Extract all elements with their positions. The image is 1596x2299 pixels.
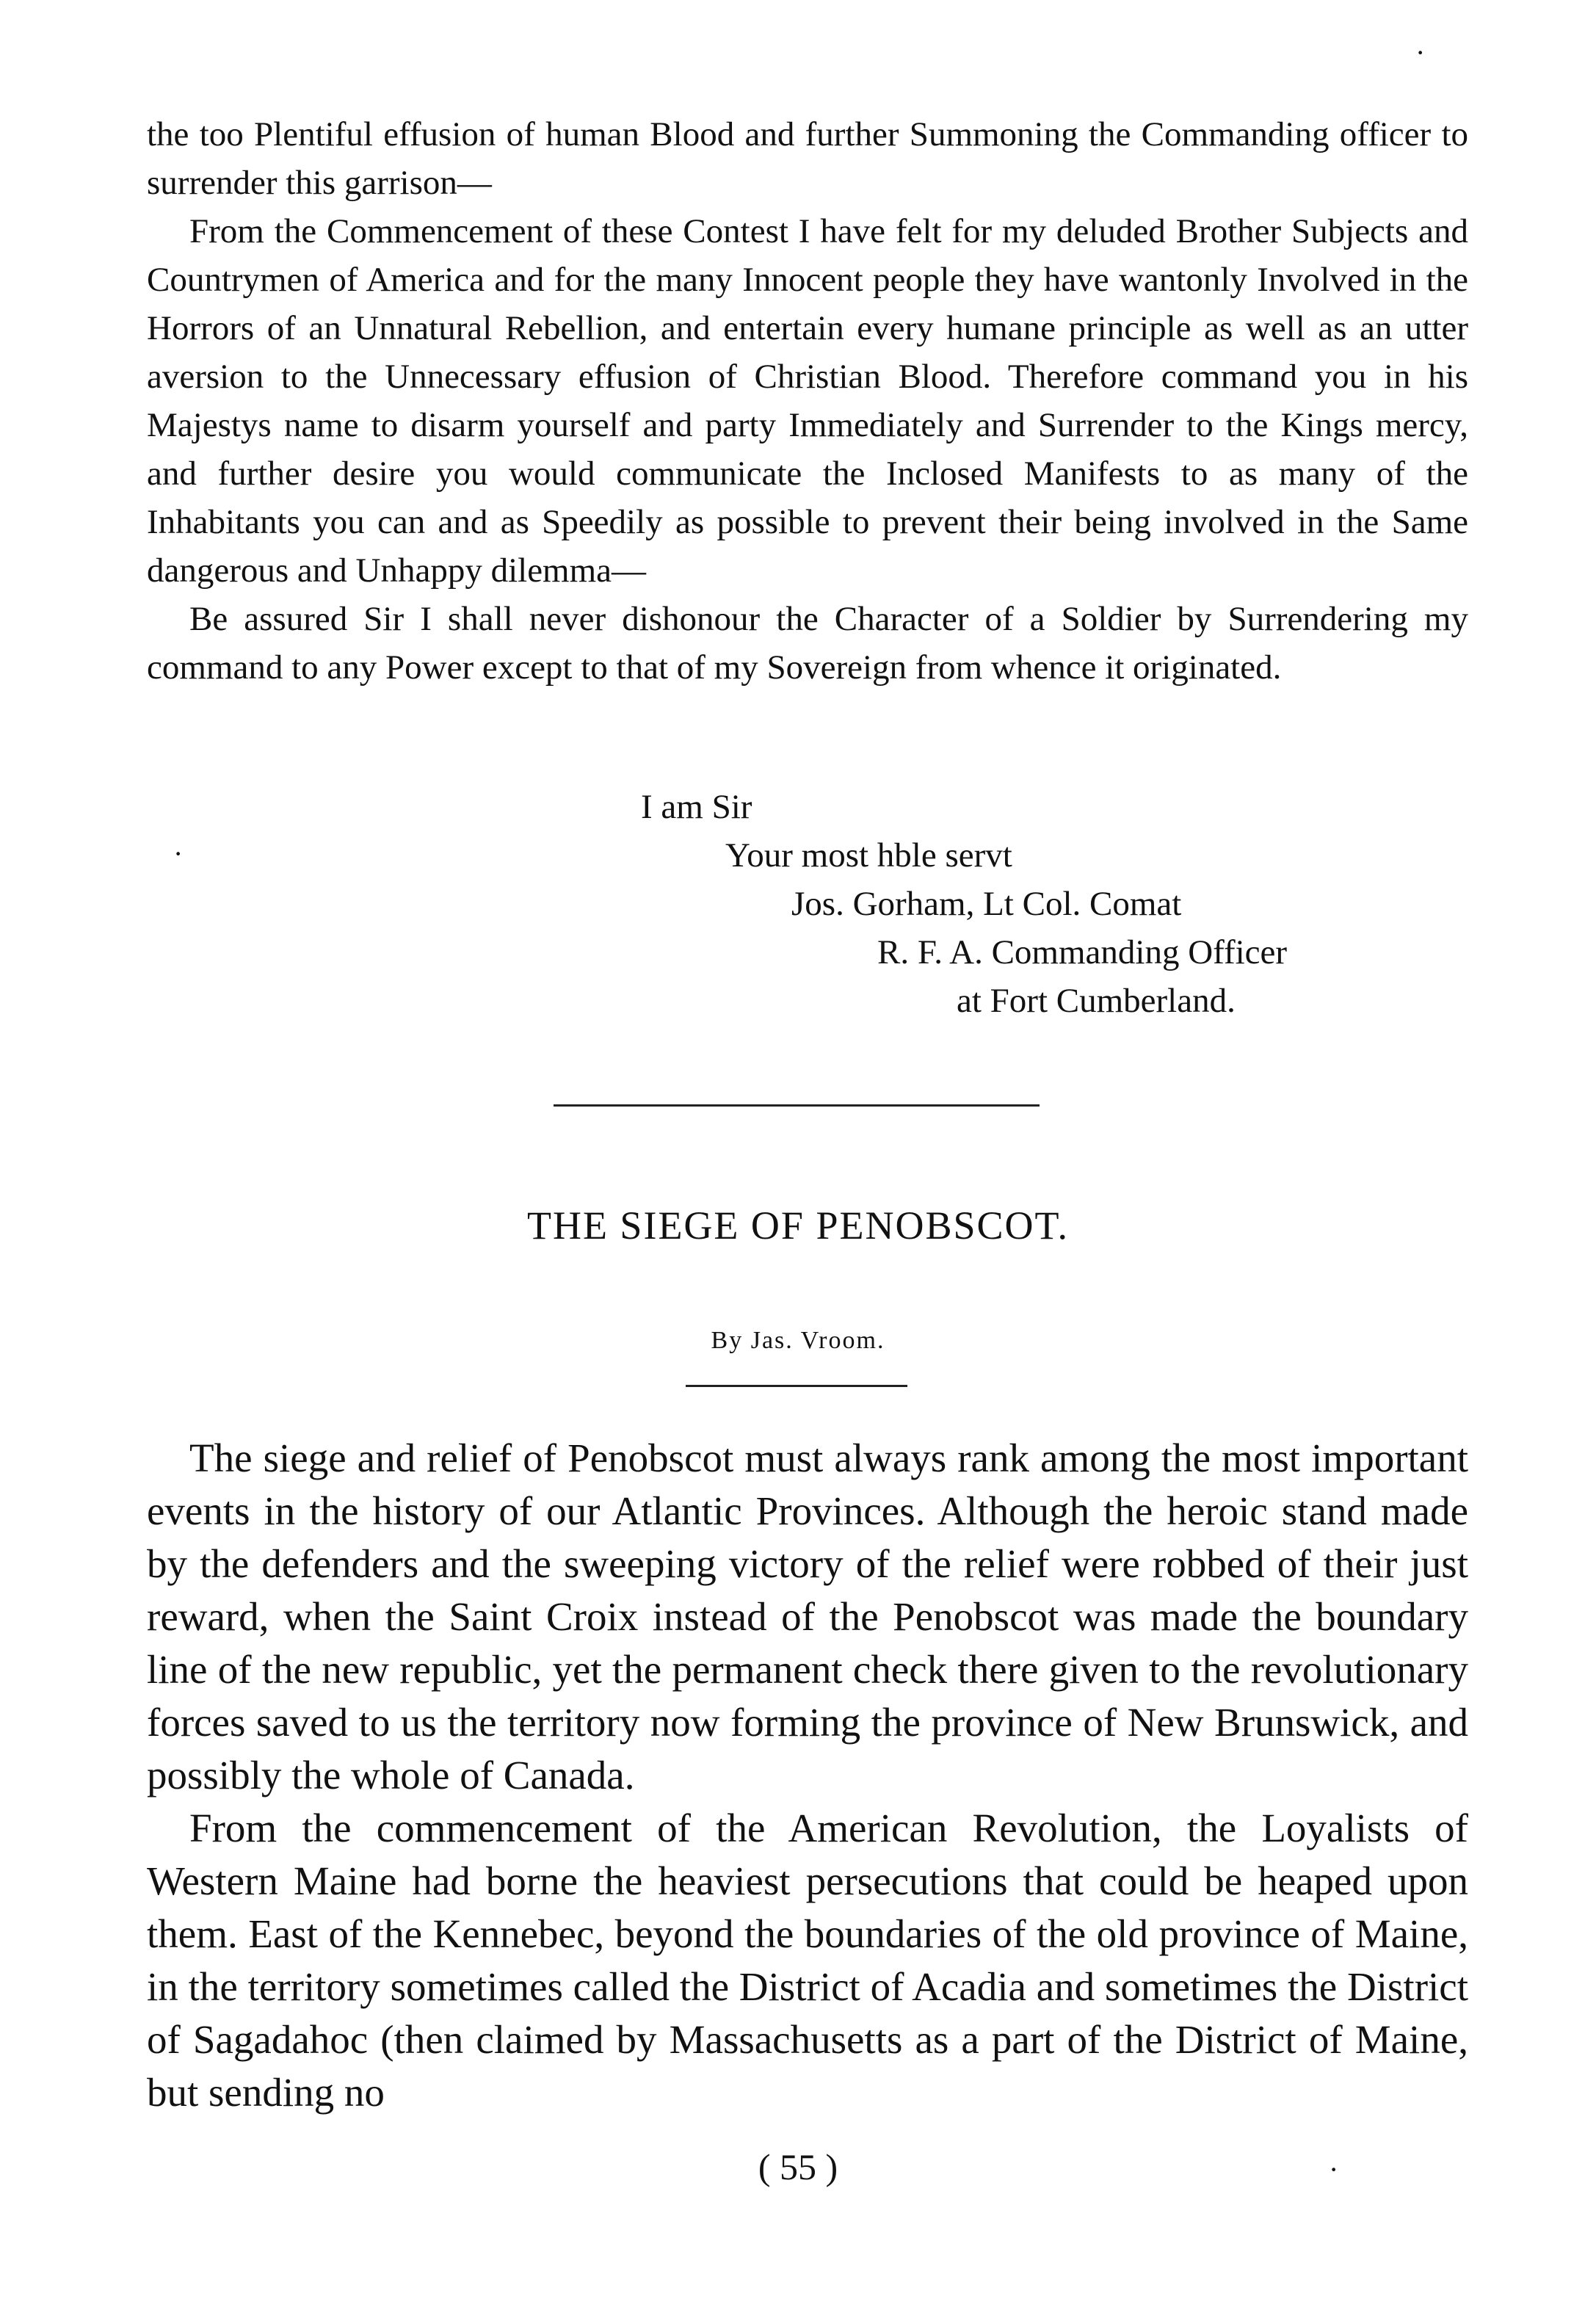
closing-signature: Jos. Gorham, Lt Col. Comat	[791, 885, 1182, 923]
byline-rule	[686, 1385, 907, 1387]
page-number: ( 55 )	[758, 2146, 838, 2187]
letter-paragraph: Be assured Sir I shall never dishonour the Character of a Soldier by Surrendering my command to any Power except to that of my Sovereign from whence it originated.	[147, 600, 1468, 687]
closing-servant: Your most hble servt	[725, 836, 1012, 875]
article-byline: By Jas. Vroom.	[711, 1327, 885, 1354]
article-paragraph: The siege and relief of Penobscot must always rank among the most important events in the history of our Atlantic Provinces. Although the heroic stand made by the defenders and the sweeping victory of the relief were robbed of their just reward, when the Saint Croix instead of the Penobscot was made the boundary line of the new republic, yet the permanent check there given to the revolutionary forces saved to us the territory now forming the province of New Brunswick, and possibly the whole of Canada.	[147, 1435, 1468, 1797]
article-title: THE SIEGE OF PENOBSCOT.	[526, 1203, 1070, 1248]
margin-speck: ·	[173, 837, 184, 870]
margin-speck: ·	[1329, 2153, 1339, 2186]
letter-paragraph: From the Commencement of these Contest I have felt for my deluded Brother Subjects and Countrymen of America and for the many Innocent people they have wantonly Involved in the Horrors of an Unnatural Rebellion, and entertain every humane principle as well as an utter aversion to the Unnecessary effusion of Christian Blood. Therefore command you in his Majestys name to disarm yourself and party Immediately and Surrender to the Kings mercy, and further desire you would communicate the Inclosed Manifests to as many of the Inhabitants you can and as Speedily as possible to prevent their being involved in the Same dangerous and Unhappy dilemma—	[147, 212, 1468, 590]
closing-salutation: I am Sir	[641, 788, 752, 826]
letter-body	[147, 110, 1468, 692]
article-body	[147, 1432, 1468, 2119]
letter-paragraph: the too Plentiful effusion of human Blood and further Summoning the Commanding officer to surrender this garrison—	[147, 115, 1468, 202]
margin-speck: ·	[1415, 36, 1426, 69]
section-divider	[554, 1104, 1040, 1107]
closing-location: at Fort Cumberland.	[957, 982, 1236, 1020]
article-paragraph: From the commencement of the American Revolution, the Loyalists of Western Maine had borne the heaviest persecutions that could be heaped upon them. East of the Kennebec, beyond the boundaries of the old province of Maine, in the territory sometimes called the District of Acadia and sometimes the District of Sagadahoc (then claimed by Massachusetts as a part of the District of Maine, but sending no	[147, 1806, 1468, 2115]
closing-title: R. F. A. Commanding Officer	[877, 933, 1288, 971]
